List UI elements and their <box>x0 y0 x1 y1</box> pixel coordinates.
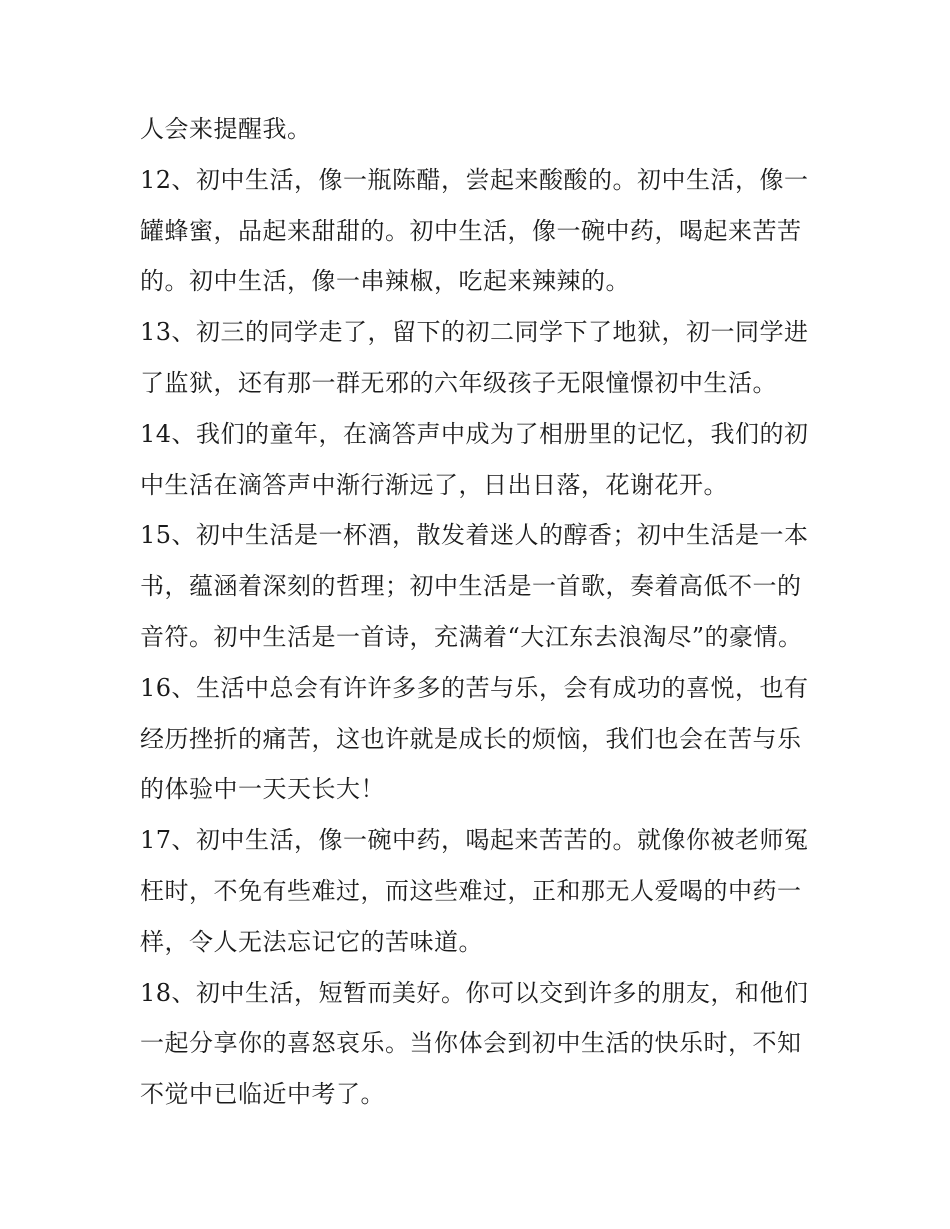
text-line: 13、初三的同学走了，留下的初二同学下了地狱，初一同学进 <box>140 318 809 347</box>
text-line: 中生活在滴答声中渐行渐远了，日出日落，花谢花开。 <box>140 470 728 499</box>
text-line: 14、我们的童年，在滴答声中成为了相册里的记忆，我们的初 <box>140 419 809 448</box>
document-body <box>140 104 820 1120</box>
text-line: 枉时，不免有些难过，而这些难过，正和那无人爱喝的中药一 <box>140 876 802 905</box>
text-line: 样，令人无法忘记它的苦味道。 <box>140 927 483 956</box>
text-line: 17、初中生活，像一碗中药，喝起来苦苦的。就像你被老师冤 <box>140 826 809 855</box>
text-line: 15、初中生活是一杯酒，散发着迷人的醇香；初中生活是一本 <box>140 521 809 550</box>
text-line: 12、初中生活，像一瓶陈醋，尝起来酸酸的。初中生活，像一 <box>140 165 809 194</box>
text-line: 的体验中一天天长大！ <box>140 775 385 804</box>
text-line: 人会来提醒我。 <box>140 115 312 143</box>
text-line: 一起分享你的喜怒哀乐。当你体会到初中生活的快乐时，不知 <box>140 1029 802 1058</box>
text-line: 18、初中生活，短暂而美好。你可以交到许多的朋友，和他们 <box>140 978 809 1007</box>
text-line: 罐蜂蜜，品起来甜甜的。初中生活，像一碗中药，喝起来苦苦 <box>140 216 802 245</box>
text-line: 书，蕴涵着深刻的哲理；初中生活是一首歌，奏着高低不一的 <box>140 572 802 601</box>
text-line: 经历挫折的痛苦，这也许就是成长的烦恼，我们也会在苦与乐 <box>140 724 802 753</box>
text-line: 了监狱，还有那一群无邪的六年级孩子无限憧憬初中生活。 <box>140 368 777 397</box>
text-line: 16、生活中总会有许许多多的苦与乐，会有成功的喜悦，也有 <box>140 673 809 702</box>
text-line: 的。初中生活，像一串辣椒，吃起来辣辣的。 <box>140 267 630 296</box>
text-line: 音符。初中生活是一首诗，充满着“大江东去浪淘尽”的豪情。 <box>140 622 803 651</box>
text-line: 不觉中已临近中考了。 <box>140 1080 385 1109</box>
